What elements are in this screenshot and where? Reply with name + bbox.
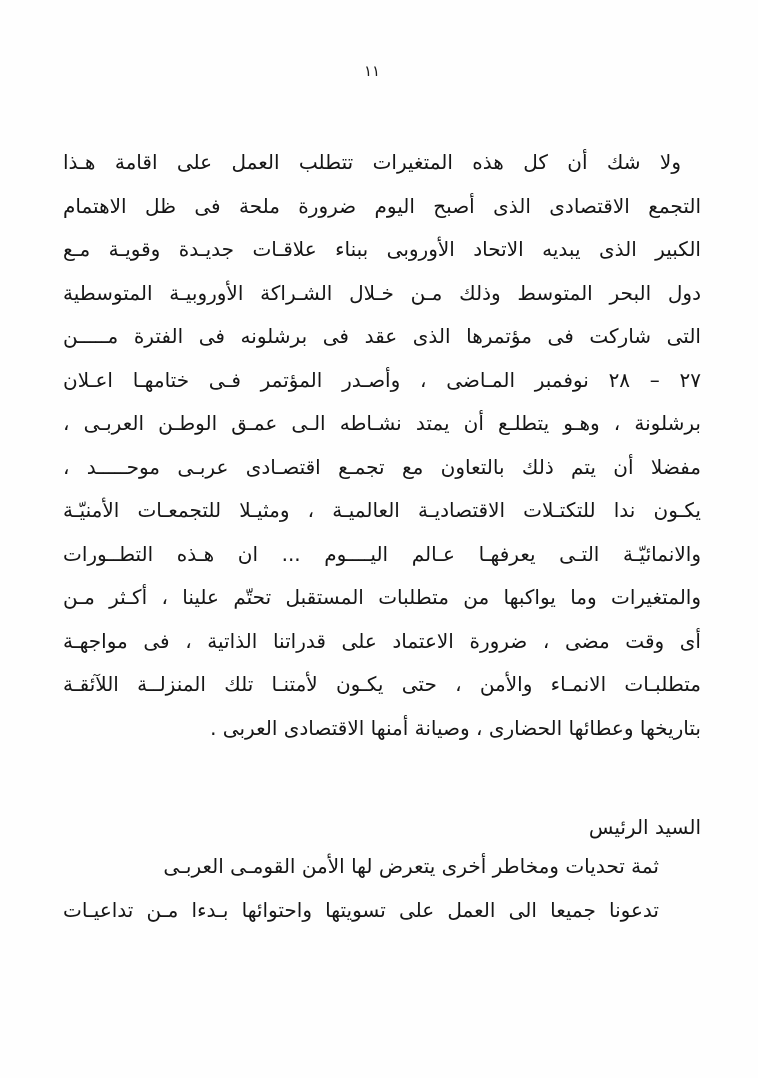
text-line-4: دول البحر المتوسط وذلك مـن خـلال الشـراكة الأوروبيـة المتوسطية bbox=[63, 280, 701, 305]
text-line-8: مفضلا أن يتم ذلك بالتعاون مع تجمـع اقتصـادى عربـى موحـــــد ، bbox=[63, 454, 701, 479]
salutation-heading: السيد الرئيس bbox=[588, 815, 701, 839]
text-line-16: تدعونا جميعا الى العمل على تسويتها واحتوائها بـدءا مـن تداعيـات bbox=[63, 897, 659, 922]
text-line-13: متطلبـات الانمـاء والأمن ، حتى يكـون لأمتنـا تلك المنزلــة اللآئقـة bbox=[63, 672, 701, 696]
text-line-9: يكـون ندا للتكتـلات الاقتصاديـة العالميـة ، ومثيـلا للتجمعـات الأمنيّـة bbox=[63, 498, 701, 522]
text-line-1: ولا شك أن كل هذه المتغيرات تتطلب العمل على اقامة هـذا bbox=[63, 150, 681, 174]
text-line-11: والمتغيرات وما يواكبها من متطلبات المستقبل تحتّم علينا ، أكـثر مـن bbox=[63, 585, 701, 609]
text-line-5: التى شاركت فى مؤتمرها الذى عقد فى برشلونه فى الفترة مـــــن bbox=[63, 324, 701, 348]
page-number: ١١ bbox=[363, 62, 381, 80]
closing-paragraph bbox=[63, 845, 701, 932]
text-line-12: أى وقت مضى ، ضرورة الاعتماد على قدراتنا الذاتية ، فى مواجهـة bbox=[63, 628, 701, 653]
text-line-14: بتاريخها وعطائها الحضارى ، وصيانة أمنها الاقتصادى العربى . bbox=[210, 715, 701, 740]
text-line-3: الكبير الذى يبديه الاتحاد الأوروبى ببناء علاقـات جديـدة وقويـة مـع bbox=[63, 237, 701, 261]
main-paragraph bbox=[63, 141, 701, 750]
text-line-7: برشلونة ، وهـو يتطلـع أن يمتد نشـاطه الـى عمـق الوطـن العربـى ، bbox=[63, 411, 701, 435]
text-line-6: ٢٧ – ٢٨ نوفمبر المـاضى ، وأصـدر المؤتمر فـى ختامهـا اعـلان bbox=[63, 367, 701, 392]
text-line-15: ثمة تحديات ومخاطر أخرى يتعرض لها الأمن القومـى العربـى bbox=[163, 854, 659, 878]
text-line-2: التجمع الاقتصادى الذى أصبح اليوم ضرورة ملحة فى ظل الاهتمام bbox=[63, 193, 701, 218]
text-line-10: والانمائيّـة التـى يعرفهـا عـالم اليــــوم ... ان هـذه التطــورات bbox=[63, 541, 701, 566]
